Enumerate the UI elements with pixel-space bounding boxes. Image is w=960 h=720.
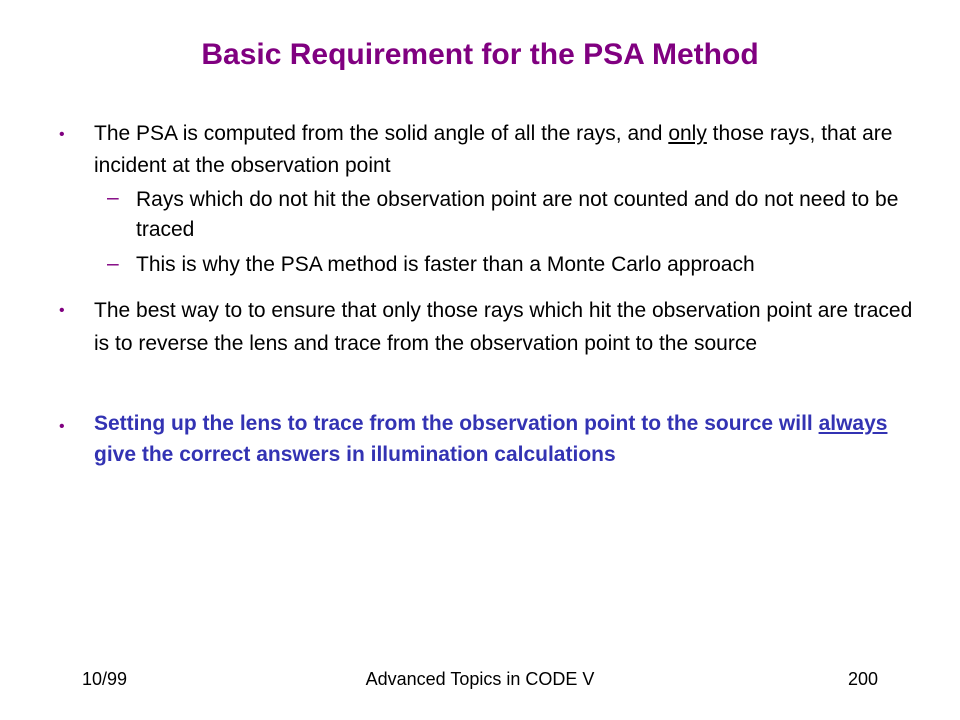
- sub-bullet-2-text: This is why the PSA method is faster than a Monte Carlo approach: [136, 253, 755, 276]
- slide-title: Basic Requirement for the PSA Method: [201, 38, 759, 71]
- bullet-marker: •: [59, 302, 65, 319]
- bullet-2-text: The best way to to ensure that only those rays which hit the observation point are traced is to reverse the lens and trace from the observation point to the source: [94, 299, 913, 355]
- sub-bullet-1-text: Rays which do not hit the observation point are not counted and do not need to be traced: [136, 188, 899, 241]
- bullet-marker: •: [59, 126, 65, 143]
- footer-date: 10/99: [82, 669, 128, 689]
- footer-course: Advanced Topics in CODE V: [365, 669, 595, 689]
- bullet-marker: •: [59, 418, 65, 435]
- underlined-word: only: [668, 122, 707, 145]
- sub-bullet-marker: –: [107, 186, 119, 209]
- bullet-1-text: The PSA is computed from the solid angle of all the rays, and only those rays, that are incident at the observation point: [94, 122, 893, 177]
- bullet-3-text: Setting up the lens to trace from the observation point to the source will always give the correct answers in illumination calculations: [94, 412, 888, 466]
- underlined-word: always: [818, 412, 888, 435]
- footer-page-number: 200: [847, 669, 878, 689]
- sub-bullet-marker: –: [107, 252, 119, 275]
